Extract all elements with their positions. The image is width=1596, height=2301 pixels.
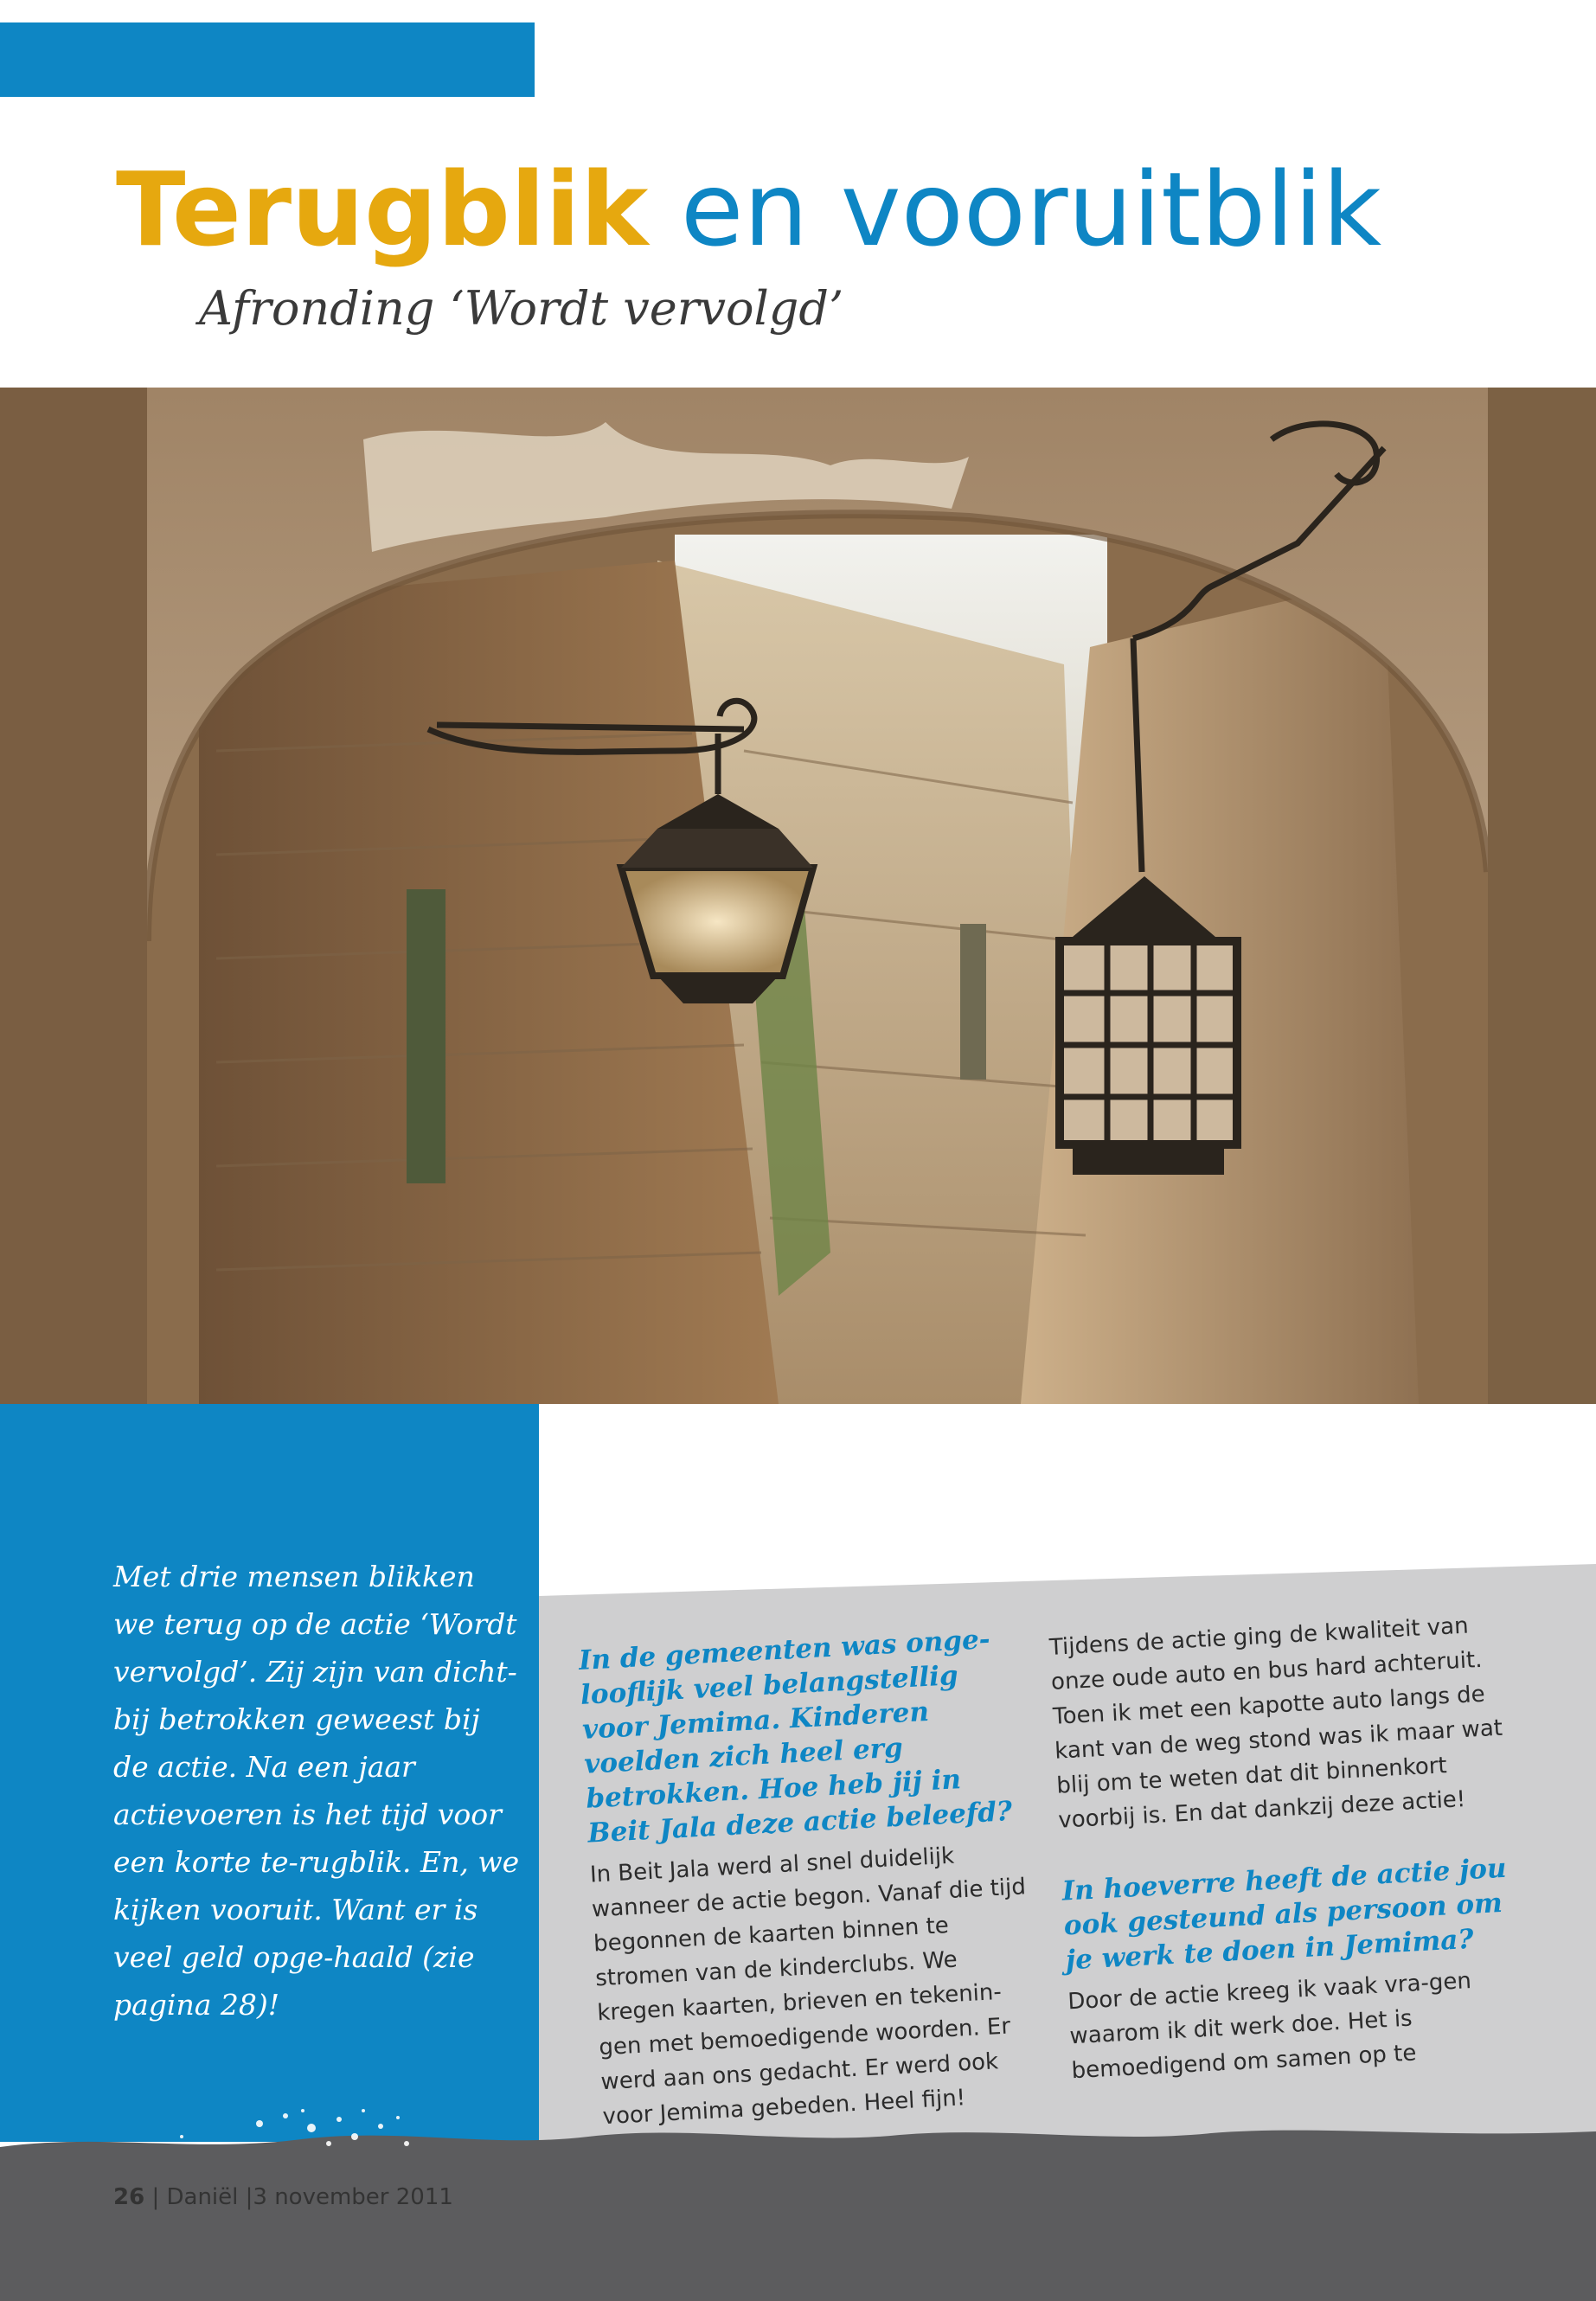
title-rest: en vooruitblik bbox=[680, 150, 1382, 269]
interview-column-1 bbox=[578, 1620, 1046, 2170]
magazine-name: Daniël bbox=[166, 2184, 239, 2210]
interview-answer-2: Door de actie kreeg ik vaak vra-gen waarom ik dit werk doe. Het is bemoedigend om samen op te bbox=[1067, 1967, 1472, 2085]
interview-answer-1: In Beit Jala werd al snel duidelijk wanneer de actie begon. Vanaf die tijd begonnen de kaarten binnen te stromen van de kinderclubs. We kregen kaarten, brieven en tekenin-gen met bemoedigende woorden. Er werd aan ons gedacht. Er werd ook voor Jemima gebeden. Heel fijn! bbox=[589, 1843, 1027, 2131]
page-subtitle: Afronding ‘Wordt vervolgd’ bbox=[199, 281, 844, 336]
page-footer bbox=[113, 2184, 453, 2210]
interview-question-1: In de gemeenten was onge-looflijk veel belangstellig voor Jemima. Kinderen voelden zich heel erg betrokken. Hoe heb jij in Beit Jala deze actie beleefd? bbox=[578, 1624, 1013, 1849]
title-highlight: Terugblik bbox=[116, 150, 649, 269]
page-number: 26 bbox=[113, 2184, 145, 2210]
issue-date: 3 november 2011 bbox=[253, 2184, 453, 2210]
interview-answer-1-continued: Tijdens de actie ging de kwaliteit van onze oude auto en bus hard achteruit. Toen ik met een kapotte auto langs de kant van de weg stond was ik maar wat blij om te weten dat dit binnenkort voorbij is. En dat dankzij deze actie! bbox=[1048, 1612, 1503, 1834]
footer-separator: | bbox=[245, 2184, 253, 2210]
interview-column-2 bbox=[1048, 1607, 1523, 2125]
footer-separator: | bbox=[151, 2184, 160, 2210]
interview-question-2: In hoeverre heeft de actie jou ook gesteund als persoon om je werk te doen in Jemima? bbox=[1061, 1852, 1508, 1977]
intro-paragraph: Met drie mensen blikken we terug op de actie ‘Wordt vervolgd’. Zij zijn van dicht-bij betrokken geweest bij de actie. Na een jaar actievoeren is het tijd voor een korte te-rugblik. En, we kijken vooruit. Want er is veel geld opge-haald (zie pagina 28)! bbox=[113, 1560, 520, 2022]
